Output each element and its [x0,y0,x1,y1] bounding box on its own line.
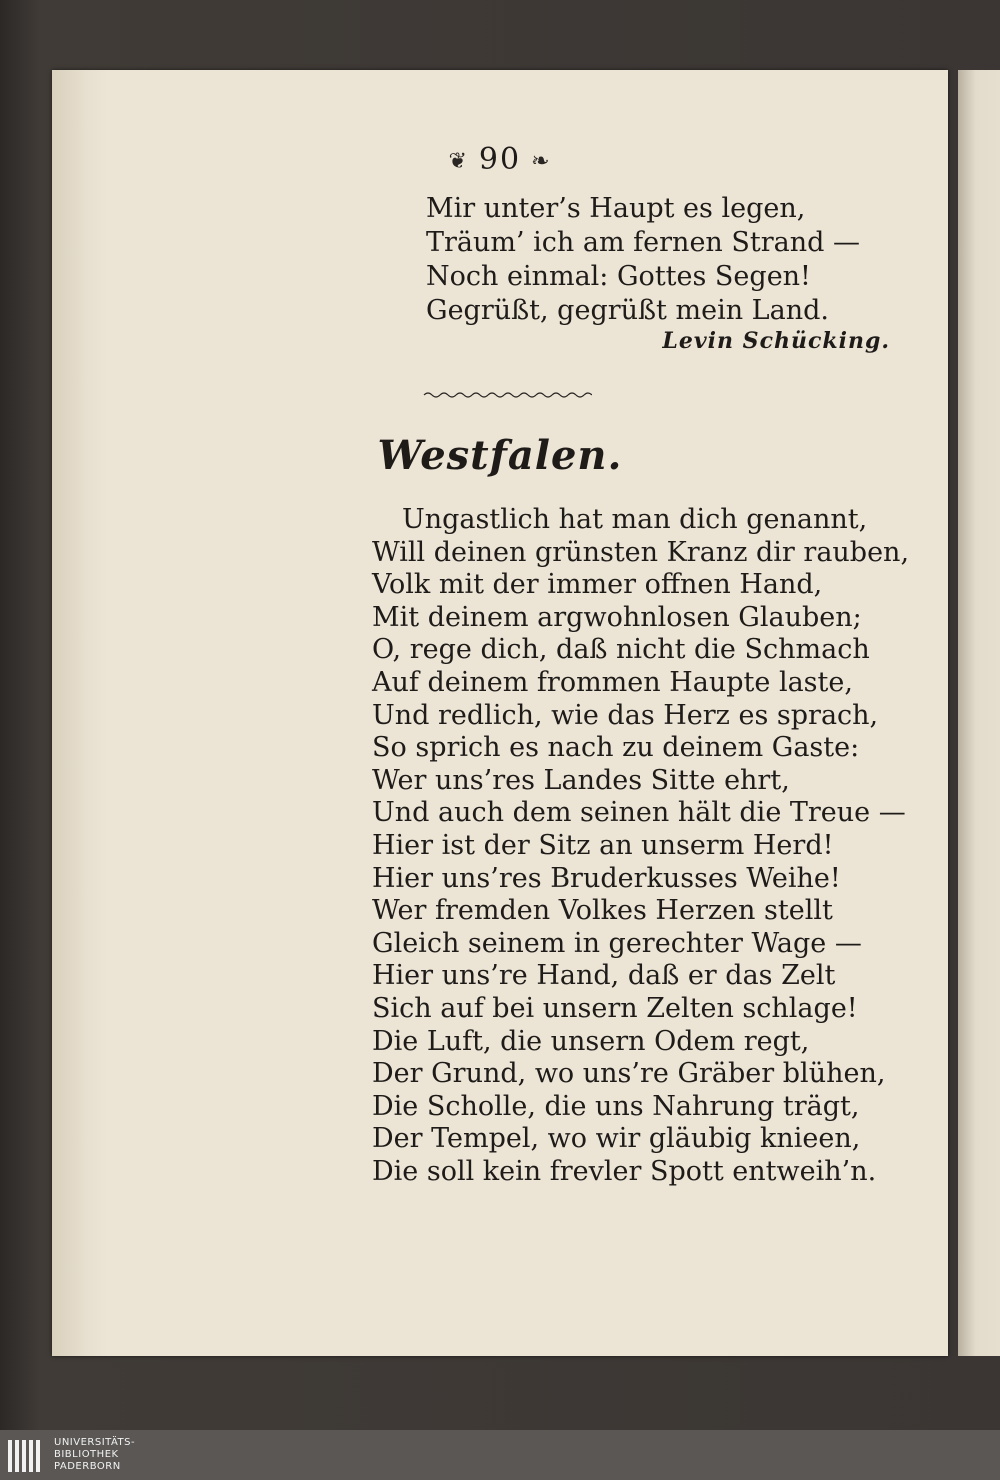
poem-line: Gegrüßt, gegrüßt mein Land. [426,295,829,326]
poem-line: Mir unter’s Haupt es legen, [426,193,806,224]
poem-line: Hier uns’res Bruderkusses Weihe! [372,862,841,894]
page-header [52,142,948,177]
poem-line: Hier uns’re Hand, daß er das Zelt [372,960,836,992]
poem-line: Und redlich, wie das Herz es sprach, [372,699,879,731]
next-page-edge [958,70,1000,1356]
poem-line: Die soll kein frevler Spott entweih’n. [372,1155,877,1187]
poem-body [372,504,909,1188]
poem-title: Westfalen. [377,432,623,479]
poem-line: Volk mit der immer offnen Hand, [372,569,823,601]
poem-line: Und auch dem seinen hält die Treue — [372,797,906,829]
library-name-line: BIBLIOTHEK [54,1449,119,1460]
poem-line: Die Scholle, die uns Nahrung trägt, [372,1090,860,1122]
poem-line: Noch einmal: Gottes Segen! [426,261,811,292]
ornament-right-icon: ❧ [531,148,552,174]
poem-author: Levin Schücking. [662,328,890,354]
wavy-divider [422,388,592,402]
poem-line: Mit deinem argwohnlosen Glauben; [372,601,862,633]
book-page [52,70,948,1356]
poem-line: Will deinen grünsten Kranz dir rauben, [372,536,910,568]
poem-line: Hier ist der Sitz an unserm Herd! [372,829,834,861]
poem-line: Der Grund, wo uns’re Gräber blühen, [372,1058,886,1090]
poem-line: Träum’ ich am fernen Strand — [426,227,861,258]
library-logo-icon [6,1436,46,1476]
poem-line: Ungastlich hat man dich genannt, [402,504,868,535]
poem-line: Gleich seinem in gerechter Wage — [372,927,862,959]
poem-line: Wer uns’res Landes Sitte ehrt, [372,764,790,796]
poem-line: O, rege dich, daß nicht die Schmach [372,634,870,666]
poem-line: So sprich es nach zu deinem Gaste: [372,732,860,764]
library-footer [0,1430,1000,1480]
page-number: 90 [478,142,522,177]
library-name-line: UNIVERSITÄTS- [54,1437,136,1448]
page-content [52,70,948,1356]
poem-line: Wer fremden Volkes Herzen stellt [372,895,833,927]
library-name-line: PADERBORN [54,1461,121,1472]
poem-line: Sich auf bei unsern Zelten schlage! [372,992,858,1024]
poem-line: Auf deinem frommen Haupte laste, [372,666,853,698]
library-name [54,1437,135,1473]
poem-line: Der Tempel, wo wir gläubig knieen, [372,1123,861,1155]
previous-poem-ending [426,192,860,328]
poem-line: Die Luft, die unsern Odem regt, [372,1025,810,1057]
ornament-left-icon: ❦ [448,148,469,174]
